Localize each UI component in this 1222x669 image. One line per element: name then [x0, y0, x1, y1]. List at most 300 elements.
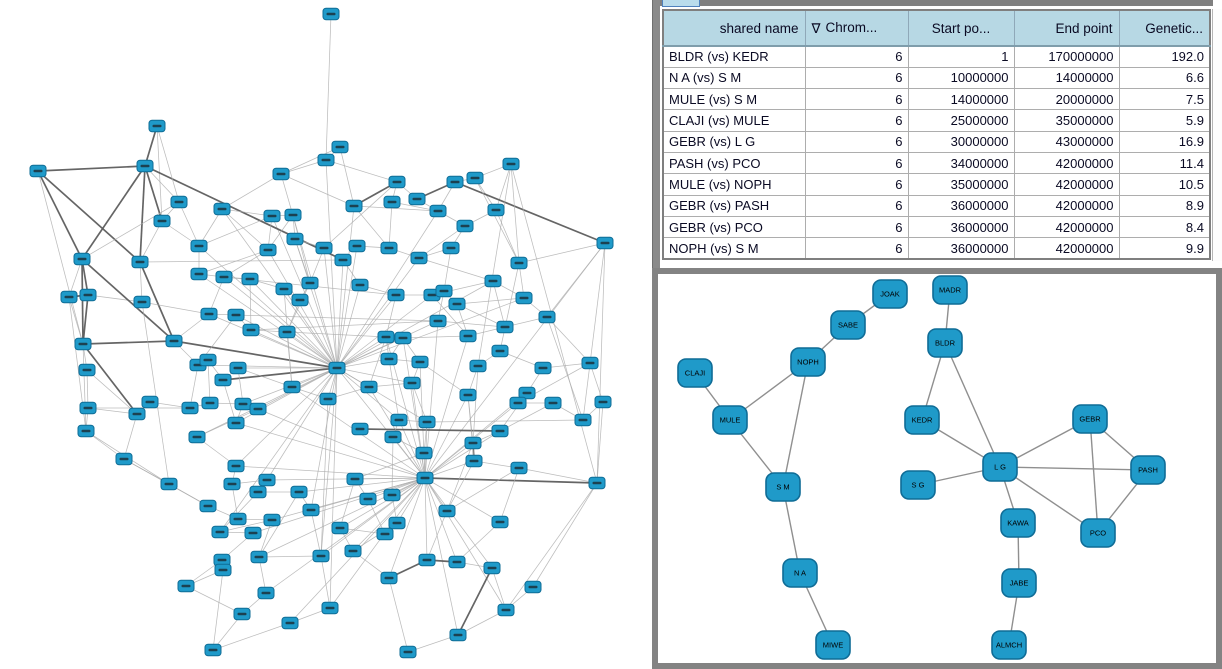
column-header-4[interactable]: [1119, 10, 1210, 46]
network-edge: [38, 166, 145, 171]
network-edge: [427, 420, 583, 422]
network-edge: [293, 215, 310, 283]
network-node[interactable]: [242, 273, 258, 285]
network-node[interactable]: [436, 285, 452, 297]
network-node[interactable]: [273, 168, 289, 180]
network-node[interactable]: [381, 572, 397, 584]
table-cell[interactable]: 20000000: [1014, 89, 1119, 110]
table-cell[interactable]: 30000000: [908, 131, 1014, 152]
network-node[interactable]: [347, 473, 363, 485]
subnetwork-node-joak[interactable]: [873, 280, 907, 308]
table-row[interactable]: [663, 238, 1210, 259]
network-node[interactable]: [161, 478, 177, 490]
subnetwork-edge: [1090, 419, 1098, 533]
network-node[interactable]: [201, 308, 217, 320]
network-node[interactable]: [284, 381, 300, 393]
network-edge: [447, 461, 474, 511]
table-cell[interactable]: 8.9: [1119, 195, 1210, 216]
network-node[interactable]: [303, 504, 319, 516]
table-cell[interactable]: 42000000: [1014, 152, 1119, 173]
subnetwork-node-label: ALMCH: [995, 640, 1023, 650]
network-node[interactable]: [216, 271, 232, 283]
network-edge: [468, 395, 474, 461]
subnetwork-node-label: L G: [994, 462, 1006, 472]
network-node[interactable]: [132, 256, 148, 268]
sub-network-panel: [652, 268, 1222, 669]
network-node[interactable]: [377, 528, 393, 540]
network-node[interactable]: [417, 472, 433, 484]
network-node[interactable]: [384, 196, 400, 208]
subnetwork-node-label: KAWA: [1007, 518, 1029, 528]
network-node[interactable]: [189, 431, 205, 443]
network-node[interactable]: [497, 321, 513, 333]
table-cell[interactable]: 14000000: [908, 89, 1014, 110]
network-node[interactable]: [318, 154, 334, 166]
network-node[interactable]: [212, 526, 228, 538]
table-cell[interactable]: CLAJI (vs) MULE: [663, 110, 805, 131]
network-node[interactable]: [230, 362, 246, 374]
network-node[interactable]: [412, 356, 428, 368]
table-cell[interactable]: 35000000: [1014, 110, 1119, 131]
network-node[interactable]: [75, 338, 91, 350]
network-node[interactable]: [349, 240, 365, 252]
network-node[interactable]: [430, 315, 446, 327]
network-node[interactable]: [389, 517, 405, 529]
network-edge: [425, 478, 500, 522]
table-cell[interactable]: 6: [805, 238, 908, 259]
network-node[interactable]: [316, 242, 332, 254]
network-node[interactable]: [332, 141, 348, 153]
network-edge: [355, 453, 424, 479]
subnetwork-node-kawa[interactable]: [1001, 509, 1035, 537]
network-edge: [287, 332, 386, 337]
table-cell[interactable]: 6: [805, 46, 908, 67]
network-node[interactable]: [589, 477, 605, 489]
table-cell[interactable]: 6: [805, 110, 908, 131]
subnetwork-node-mule[interactable]: [713, 406, 747, 434]
network-node[interactable]: [391, 414, 407, 426]
network-edge: [392, 437, 393, 495]
network-edge: [259, 556, 321, 557]
table-row[interactable]: [663, 131, 1210, 152]
network-node[interactable]: [503, 158, 519, 170]
subnetwork-edge: [783, 362, 808, 487]
network-edge: [425, 478, 427, 560]
network-node[interactable]: [230, 513, 246, 525]
network-node[interactable]: [320, 393, 336, 405]
network-node[interactable]: [535, 362, 551, 374]
network-node[interactable]: [450, 629, 466, 641]
network-node[interactable]: [228, 417, 244, 429]
table-cell[interactable]: 6: [805, 89, 908, 110]
network-edge: [492, 568, 506, 610]
network-node[interactable]: [61, 291, 77, 303]
network-node[interactable]: [467, 172, 483, 184]
network-node[interactable]: [178, 580, 194, 592]
table-row[interactable]: [663, 216, 1210, 237]
network-edge: [199, 216, 272, 246]
network-node[interactable]: [215, 374, 231, 386]
subnetwork-node-claji[interactable]: [678, 359, 712, 387]
network-node[interactable]: [292, 294, 308, 306]
subnetwork-node-label: KEDR: [911, 415, 933, 425]
network-edge: [425, 478, 506, 610]
network-node[interactable]: [511, 257, 527, 269]
table-cell[interactable]: 10000000: [908, 67, 1014, 88]
network-edge: [142, 302, 209, 314]
network-edge: [208, 360, 210, 403]
table-top-bar: [660, 0, 1213, 6]
subnetwork-node-pash[interactable]: [1131, 456, 1165, 484]
network-node[interactable]: [191, 240, 207, 252]
network-node[interactable]: [74, 253, 90, 265]
network-edge: [326, 14, 331, 160]
network-edge: [324, 182, 397, 248]
table-cell[interactable]: 192.0: [1119, 46, 1210, 67]
network-edge: [457, 298, 524, 304]
network-node[interactable]: [575, 414, 591, 426]
edge-attribute-table-panel: [660, 0, 1222, 268]
table-cell[interactable]: 42000000: [1014, 174, 1119, 195]
network-edge: [281, 174, 354, 206]
network-edge: [337, 206, 354, 368]
network-node[interactable]: [182, 402, 198, 414]
network-node[interactable]: [545, 397, 561, 409]
table-cell[interactable]: 170000000: [1014, 46, 1119, 67]
column-header-2[interactable]: [908, 10, 1014, 46]
network-edge: [82, 166, 145, 259]
network-node[interactable]: [484, 562, 500, 574]
column-header-label: Chrom...: [825, 19, 878, 35]
table-cell[interactable]: 6: [805, 174, 908, 195]
table-cell[interactable]: BLDR (vs) KEDR: [663, 46, 805, 67]
subnetwork-node-s-g[interactable]: [901, 471, 935, 499]
network-node[interactable]: [200, 354, 216, 366]
column-header-label: Start po...: [931, 20, 991, 36]
network-edge: [547, 317, 590, 363]
subnetwork-node-l-g[interactable]: [983, 453, 1017, 481]
network-node[interactable]: [323, 8, 339, 20]
table-tab[interactable]: [662, 0, 700, 7]
subnetwork-node-kedr[interactable]: [905, 406, 939, 434]
network-node[interactable]: [264, 210, 280, 222]
network-edge: [311, 510, 321, 556]
network-edge: [140, 260, 343, 262]
table-cell[interactable]: 6.6: [1119, 67, 1210, 88]
network-node[interactable]: [250, 486, 266, 498]
network-node[interactable]: [400, 646, 416, 658]
subnetwork-node-label: PCO: [1089, 528, 1107, 538]
network-node[interactable]: [234, 608, 250, 620]
network-node[interactable]: [30, 165, 46, 177]
network-node[interactable]: [395, 332, 411, 344]
network-node[interactable]: [381, 353, 397, 365]
table-row[interactable]: [663, 195, 1210, 216]
table-cell[interactable]: 6: [805, 67, 908, 88]
network-edge: [266, 478, 425, 593]
network-node[interactable]: [582, 357, 598, 369]
network-node[interactable]: [352, 279, 368, 291]
network-node[interactable]: [80, 289, 96, 301]
table-cell[interactable]: MULE (vs) S M: [663, 89, 805, 110]
network-node[interactable]: [291, 486, 307, 498]
network-node[interactable]: [313, 550, 329, 562]
subnetwork-node-pco[interactable]: [1081, 519, 1115, 547]
table-row[interactable]: [663, 89, 1210, 110]
subnetwork-node-label: BLDR: [934, 338, 956, 348]
network-node[interactable]: [411, 252, 427, 264]
network-edge: [38, 171, 82, 259]
table-row[interactable]: [663, 174, 1210, 195]
network-node[interactable]: [498, 604, 514, 616]
network-node[interactable]: [378, 331, 394, 343]
network-edge: [506, 483, 597, 610]
network-node[interactable]: [389, 176, 405, 188]
network-node[interactable]: [142, 396, 158, 408]
network-node[interactable]: [346, 200, 362, 212]
network-node[interactable]: [251, 551, 267, 563]
table-cell[interactable]: 36000000: [908, 216, 1014, 237]
network-node[interactable]: [332, 522, 348, 534]
filter-icon[interactable]: ∇: [811, 20, 821, 36]
network-edge: [500, 468, 519, 522]
network-node[interactable]: [597, 237, 613, 249]
network-node[interactable]: [322, 602, 338, 614]
network-node[interactable]: [466, 455, 482, 467]
table-cell[interactable]: 36000000: [908, 195, 1014, 216]
network-node[interactable]: [384, 489, 400, 501]
subnetwork-node-madr[interactable]: [933, 276, 967, 304]
network-node[interactable]: [282, 617, 298, 629]
network-node[interactable]: [510, 397, 526, 409]
network-node[interactable]: [381, 242, 397, 254]
network-node[interactable]: [200, 500, 216, 512]
network-node[interactable]: [79, 364, 95, 376]
network-edge: [500, 263, 519, 351]
table-cell[interactable]: MULE (vs) NOPH: [663, 174, 805, 195]
network-node[interactable]: [202, 397, 218, 409]
subnetwork-node-s-m[interactable]: [766, 473, 800, 501]
network-node[interactable]: [430, 205, 446, 217]
network-node[interactable]: [516, 292, 532, 304]
network-node[interactable]: [525, 581, 541, 593]
table-cell[interactable]: 11.4: [1119, 152, 1210, 173]
table-row[interactable]: [663, 67, 1210, 88]
network-node[interactable]: [260, 244, 276, 256]
network-node[interactable]: [345, 545, 361, 557]
network-node[interactable]: [250, 403, 266, 415]
table-row[interactable]: [663, 110, 1210, 131]
subnetwork-edge: [1000, 467, 1148, 470]
network-node[interactable]: [149, 120, 165, 132]
subnetwork-node-label: S M: [776, 482, 790, 492]
network-node[interactable]: [511, 462, 527, 474]
table-cell[interactable]: GEBR (vs) PASH: [663, 195, 805, 216]
network-edge: [427, 511, 447, 560]
table-cell[interactable]: 8.4: [1119, 216, 1210, 237]
network-node[interactable]: [457, 220, 473, 232]
network-edge: [458, 568, 492, 635]
network-node[interactable]: [235, 398, 251, 410]
network-node[interactable]: [488, 204, 504, 216]
table-cell[interactable]: 1: [908, 46, 1014, 67]
table-cell[interactable]: NOPH (vs) S M: [663, 238, 805, 259]
column-header-1[interactable]: [805, 10, 908, 46]
network-node[interactable]: [443, 242, 459, 254]
network-node[interactable]: [137, 160, 153, 172]
network-node[interactable]: [171, 196, 187, 208]
network-node[interactable]: [492, 425, 508, 437]
network-node[interactable]: [228, 309, 244, 321]
network-node[interactable]: [264, 514, 280, 526]
subnetwork-node-miwe[interactable]: [816, 631, 850, 659]
network-edge: [330, 478, 425, 608]
table-cell[interactable]: 42000000: [1014, 216, 1119, 237]
network-edge: [198, 365, 337, 368]
network-node[interactable]: [492, 516, 508, 528]
table-cell[interactable]: 6: [805, 131, 908, 152]
network-node[interactable]: [154, 215, 170, 227]
subnetwork-node-n-a[interactable]: [783, 559, 817, 587]
network-node[interactable]: [404, 377, 420, 389]
network-node[interactable]: [416, 447, 432, 459]
table-cell[interactable]: 10.5: [1119, 174, 1210, 195]
subnetwork-node-label: S G: [911, 480, 925, 490]
network-edge: [326, 160, 397, 182]
network-node[interactable]: [205, 644, 221, 656]
network-edge: [337, 258, 419, 368]
table-scrollbar[interactable]: [1212, 9, 1222, 261]
table-header: [663, 10, 1210, 46]
network-edge: [403, 336, 468, 338]
network-edge: [389, 202, 392, 248]
network-edge: [124, 414, 137, 459]
column-header-label: shared name: [719, 20, 799, 36]
network-node[interactable]: [245, 527, 261, 539]
network-node[interactable]: [329, 362, 345, 374]
network-edge: [321, 399, 328, 556]
network-node[interactable]: [259, 474, 275, 486]
network-node[interactable]: [191, 268, 207, 280]
network-node[interactable]: [449, 556, 465, 568]
network-edge: [444, 248, 451, 291]
network-node[interactable]: [287, 233, 303, 245]
network-node[interactable]: [224, 478, 240, 490]
network-node[interactable]: [447, 176, 463, 188]
table-cell[interactable]: 42000000: [1014, 238, 1119, 259]
network-node[interactable]: [539, 311, 555, 323]
network-node[interactable]: [361, 381, 377, 393]
network-node[interactable]: [78, 425, 94, 437]
table-cell[interactable]: 6: [805, 152, 908, 173]
network-node[interactable]: [129, 408, 145, 420]
network-node[interactable]: [388, 289, 404, 301]
table-cell[interactable]: 16.9: [1119, 131, 1210, 152]
table-cell[interactable]: PASH (vs) PCO: [663, 152, 805, 173]
network-node[interactable]: [214, 203, 230, 215]
network-node[interactable]: [285, 209, 301, 221]
subnetwork-node-sabe[interactable]: [831, 311, 865, 339]
table-cell[interactable]: 6: [805, 216, 908, 237]
network-node[interactable]: [215, 564, 231, 576]
table-cell[interactable]: GEBR (vs) PCO: [663, 216, 805, 237]
network-edge: [213, 623, 290, 650]
network-node[interactable]: [419, 416, 435, 428]
network-edge: [186, 586, 242, 614]
table-cell[interactable]: 42000000: [1014, 195, 1119, 216]
subnetwork-node-gebr[interactable]: [1073, 405, 1107, 433]
column-header-3[interactable]: [1014, 10, 1119, 46]
subnetwork-node-label: CLAJI: [684, 368, 706, 378]
table-cell[interactable]: N A (vs) S M: [663, 67, 805, 88]
network-node[interactable]: [276, 283, 292, 295]
subnetwork-node-jabe[interactable]: [1002, 569, 1036, 597]
network-node[interactable]: [419, 554, 435, 566]
network-node[interactable]: [360, 493, 376, 505]
network-node[interactable]: [302, 277, 318, 289]
network-node[interactable]: [258, 587, 274, 599]
network-node[interactable]: [439, 505, 455, 517]
network-edge: [511, 164, 597, 483]
network-node[interactable]: [409, 193, 425, 205]
network-node[interactable]: [80, 402, 96, 414]
network-node[interactable]: [134, 296, 150, 308]
network-node[interactable]: [166, 335, 182, 347]
table-cell[interactable]: 7.5: [1119, 89, 1210, 110]
network-node[interactable]: [279, 326, 295, 338]
network-node[interactable]: [385, 431, 401, 443]
network-node[interactable]: [465, 437, 481, 449]
network-edge: [213, 570, 223, 650]
column-header-0[interactable]: [663, 10, 805, 46]
table-cell[interactable]: 35000000: [908, 174, 1014, 195]
subnetwork-node-bldr[interactable]: [928, 329, 962, 357]
network-node[interactable]: [485, 275, 501, 287]
sub-network-view[interactable]: [658, 274, 1216, 663]
network-edge: [389, 359, 399, 420]
network-node[interactable]: [243, 324, 259, 336]
subnetwork-node-label: N A: [793, 568, 807, 578]
table-cell[interactable]: 14000000: [1014, 67, 1119, 88]
edge-attribute-table: [662, 9, 1211, 260]
network-node[interactable]: [470, 360, 486, 372]
network-node[interactable]: [116, 453, 132, 465]
table-row[interactable]: [663, 46, 1210, 67]
table-cell[interactable]: GEBR (vs) L G: [663, 131, 805, 152]
network-node[interactable]: [460, 330, 476, 342]
network-node[interactable]: [352, 423, 368, 435]
network-node[interactable]: [449, 298, 465, 310]
table-row[interactable]: [663, 152, 1210, 173]
table-cell[interactable]: 9.9: [1119, 238, 1210, 259]
network-node[interactable]: [335, 254, 351, 266]
network-edge: [199, 250, 268, 274]
network-node[interactable]: [492, 345, 508, 357]
table-cell[interactable]: 25000000: [908, 110, 1014, 131]
network-edge: [145, 166, 343, 260]
table-cell[interactable]: 43000000: [1014, 131, 1119, 152]
table-cell[interactable]: 36000000: [908, 238, 1014, 259]
network-node[interactable]: [460, 389, 476, 401]
table-cell[interactable]: 6: [805, 195, 908, 216]
column-header-label: End point: [1055, 20, 1113, 36]
network-node[interactable]: [595, 396, 611, 408]
subnetwork-node-almch[interactable]: [992, 631, 1026, 659]
table-cell[interactable]: 34000000: [908, 152, 1014, 173]
subnetwork-node-noph[interactable]: [791, 348, 825, 376]
table-cell[interactable]: 5.9: [1119, 110, 1210, 131]
network-node[interactable]: [228, 460, 244, 472]
